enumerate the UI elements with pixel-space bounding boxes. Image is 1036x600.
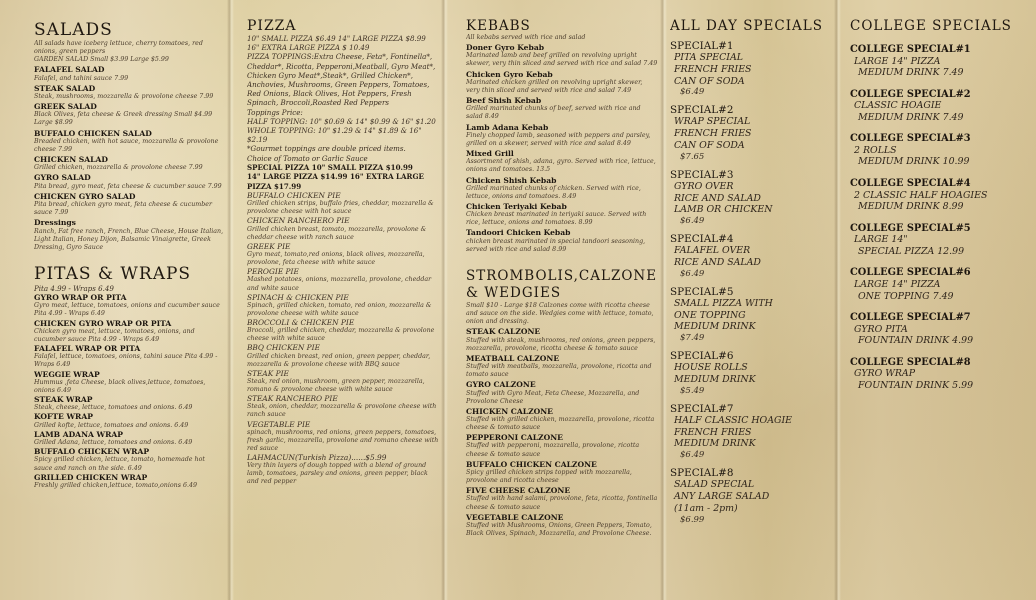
- special-line: FRENCH FRIES: [674, 63, 752, 75]
- menu-item-desc: Grilled marinated chunks of beef, served with rice and salad 8.49: [466, 105, 641, 121]
- kebabs-intro: All kebabs served with rice and salad: [466, 34, 586, 41]
- pie-name: BBQ CHICKEN PIE: [247, 343, 320, 353]
- college-special-title: COLLEGE SPECIAL#7: [850, 312, 971, 324]
- menu-item-name: STEAK SALAD: [34, 83, 96, 93]
- menu-item-desc: Spicy grilled chicken strips topped with mozzarella, provolone and ricotta cheese: [466, 468, 632, 485]
- special-title: SPECIAL#4: [670, 233, 734, 246]
- menu-item-name: GYRO WRAP OR PITA: [34, 293, 127, 303]
- college-heading: COLLEGE SPECIALS: [850, 18, 1012, 34]
- menu-item-desc: Pita bread, chicken gyro meat, feta cheese & cucumber sauce 7.99: [34, 201, 213, 217]
- menu-item-name: Tandoori Chicken Kebab: [466, 228, 571, 238]
- college-special-line: GYRO WRAP: [854, 368, 916, 380]
- kebabs-column: [466, 0, 658, 600]
- menu-item-desc: Stuffed with Mushrooms, Onions, Green Peppers, Tomato, Black Olives, Spinach, Mozzarella, and Provolone Cheese.: [466, 521, 652, 538]
- pie-name: GREEK PIE: [247, 241, 291, 251]
- college-special-line: LARGE 14": [854, 234, 908, 246]
- pie-name: PEROGIE PIE: [247, 267, 299, 277]
- pie-name: LAHMACUN(Turkish Pizza)......$5.99: [247, 453, 387, 463]
- menu-item-name: Lamb Adana Kebab: [466, 122, 549, 132]
- menu-item-desc: Chicken gyro meat, lettuce, tomatoes, onions, and cucumber sauce Pita 4.99 - Wraps 6.49: [34, 327, 195, 343]
- pie-name: BROCCOLI & CHICKEN PIE: [247, 318, 355, 328]
- menu-item-desc: Stuffed with Gyro Meat, Feta Cheese, Mozzarella, and Provolone Cheese: [466, 389, 640, 405]
- special-title: SPECIAL#1: [670, 40, 734, 52]
- pie-desc: Broccoli, grilled chicken, cheddar, mozzarella & provolone cheese with white sauce: [247, 327, 435, 343]
- college-special-line: ONE TOPPING 7.49: [858, 290, 954, 302]
- menu-item-desc: Stuffed with pepperoni, mozzarella, provolone, ricotta cheese & tomato sauce: [466, 442, 640, 458]
- strombolis-heading: STROMBOLIS,CALZONE & WEDGIES: [466, 267, 658, 301]
- special-title: SPECIAL#6: [670, 350, 734, 363]
- menu-item-desc: Grilled chicken, mozzarella & provolone cheese 7.99: [34, 164, 203, 172]
- college-special-title: COLLEGE SPECIAL#6: [850, 267, 971, 279]
- special-title: SPECIAL#5: [670, 285, 734, 298]
- salad-list: [34, 65, 224, 252]
- menu-item-desc: Steak, mushrooms, mozzarella & provolone cheese 7.99: [34, 92, 214, 100]
- college-special-line: SPECIAL PIZZA 12.99: [858, 245, 965, 257]
- menu-item-desc: Spicy grilled chicken, lettuce, tomato, homemade hot sauce and ranch on the side. 6.49: [34, 456, 205, 472]
- menu-item-desc: Breaded chicken, with hot sauce, mozzarella & provolone cheese 7.99: [34, 137, 219, 153]
- pizza-info-line: HALF TOPPING: 10" $0.69 & 14" $0.99 & 16" $1.20: [247, 116, 436, 126]
- special-price: $5.49: [680, 385, 705, 396]
- pie-name: SPINACH & CHICKEN PIE: [247, 292, 349, 302]
- menu-item-desc: Marinated chicken grilled on revolving upright skewer, very thin sliced and served with rice and salad 7.49: [466, 78, 643, 94]
- menu-item-desc: Stuffed with grilled chicken, mozzarella, provolone, ricotta cheese & tomato sauce: [466, 416, 655, 432]
- pie-name: CHICKEN RANCHERO PIE: [247, 216, 350, 226]
- salads-pitas-column: [34, 0, 224, 600]
- menu-item-name: GREEK SALAD: [34, 102, 97, 112]
- college-special-title: COLLEGE SPECIAL#8: [850, 356, 971, 368]
- stromboli-list: [466, 327, 658, 538]
- pie-desc: Gyro meat, tomato,red onions, black olives, mozzarella, provolone, feta cheese with white sauce: [247, 251, 425, 267]
- pizza-info-line: 16" EXTRA LARGE PIZZA $ 10.49: [247, 43, 370, 53]
- menu-item-desc: Stuffed with steak, mushrooms, red onions, green peppers, mozzarella, provolone, ricotta cheese & tomato sauce: [466, 336, 656, 352]
- menu-item-name: Dressings: [34, 218, 76, 228]
- menu-item-desc: Grilled Adana, lettuce, tomatoes and onions. 6.49: [34, 439, 193, 447]
- menu-item-name: Mixed Grill: [466, 149, 514, 159]
- menu-item-desc: Steak, cheese, lettuce, tomatoes and onions. 6.49: [34, 404, 193, 412]
- pie-desc: Very thin layers of dough topped with a blend of ground lamb, tomatoes, parsley and onions, green pepper, black and red pepper: [247, 462, 428, 486]
- pitas-prices: Pita 4.99 - Wraps 6.49: [34, 283, 114, 293]
- pie-desc: Spinach, grilled chicken, tomato, red onion, mozzarella & provolone cheese with white sauce: [247, 301, 432, 317]
- special-pizza-large: 14" LARGE PIZZA $14.99 16" EXTRA LARGE PIZZA $17.99: [247, 172, 424, 191]
- college-special-line: MEDIUM DRINK 8.99: [858, 201, 964, 213]
- menu-item-name: GRILLED CHICKEN WRAP: [34, 472, 148, 482]
- special-line: ANY LARGE SALAD: [674, 490, 770, 502]
- special-price: $6.49: [680, 216, 705, 227]
- menu-item-desc: Freshly grilled chicken,lettuce, tomato,onions 6.49: [34, 481, 197, 489]
- college-special-line: FOUNTAIN DRINK 5.99: [858, 379, 974, 391]
- menu-item-name: STEAK WRAP: [34, 395, 93, 405]
- menu-item-name: GYRO CALZONE: [466, 380, 536, 390]
- special-line: MEDIUM DRINK: [674, 373, 756, 385]
- menu-item-name: GYRO SALAD: [34, 173, 91, 183]
- menu-item-name: CHICKEN GYRO SALAD: [34, 191, 136, 201]
- special-price: $6.49: [680, 268, 705, 279]
- salads-intro: All salads have iceberg lettuce, cherry tomatoes, red onions, green peppers: [34, 40, 203, 56]
- menu-item-desc: Gyro meat, lettuce, tomatoes, onions and cucumber sauce Pita 4.99 - Wraps 6.49: [34, 302, 220, 318]
- page-fold: [834, 0, 841, 600]
- special-line: HOUSE ROLLS: [674, 362, 748, 374]
- special-title: SPECIAL#3: [670, 168, 734, 181]
- page-fold: [227, 0, 234, 600]
- menu-item-name: Chicken Shish Kebab: [466, 175, 557, 185]
- college-special-line: FOUNTAIN DRINK 4.99: [858, 335, 974, 347]
- all-day-specials-column: [670, 0, 832, 600]
- menu-item-desc: Stuffed with hand salami, provolone, feta, ricotta, fontinella cheese & tomato sauce: [466, 495, 658, 511]
- college-special-line: LARGE 14" PIZZA: [854, 55, 941, 67]
- pizza-info-line: *Gourmet toppings are double priced items.: [247, 144, 406, 154]
- pizza-info: [247, 34, 439, 163]
- special-line: WRAP SPECIAL: [674, 116, 751, 128]
- special-price: $6.99: [680, 514, 705, 525]
- menu-item-name: FALAFEL SALAD: [34, 65, 105, 75]
- special-line: ONE TOPPING: [674, 309, 746, 321]
- special-line: FALAFEL OVER: [674, 245, 751, 257]
- menu-item-desc: Ranch, Fat free ranch, French, Blue Cheese, House Italian, Light Italian, Honey Dijon, Balsamic Vinaigrette, Greek Dressing, Gyro Sauce: [34, 227, 224, 251]
- menu-item-name: STEAK CALZONE: [466, 327, 541, 337]
- menu-item-desc: Stuffed with meatballs, mozzarella, provolone, ricotta and tomato sauce: [466, 363, 652, 379]
- menu-item-name: FALAFEL WRAP OR PITA: [34, 344, 141, 354]
- kebabs-heading: KEBABS: [466, 18, 531, 34]
- page-fold: [441, 0, 448, 600]
- college-special-title: COLLEGE SPECIAL#4: [850, 178, 971, 190]
- special-pizza-small: SPECIAL PIZZA 10" SMALL PIZZA $10.99: [247, 162, 413, 172]
- pie-name: VEGETABLE PIE: [247, 419, 311, 429]
- menu-item-name: Beef Shish Kebab: [466, 96, 542, 106]
- menu-item-name: CHICKEN SALAD: [34, 155, 108, 165]
- pizza-info-line: WHOLE TOPPING: 10" $1.29 & 14" $1.89 & 16" $2.19: [247, 126, 422, 145]
- special-price: $6.49: [680, 450, 705, 461]
- menu-item-name: KOFTE WRAP: [34, 412, 93, 422]
- menu-item-name: Chicken Gyro Kebab: [466, 69, 553, 79]
- kebab-list: [466, 43, 658, 254]
- menu-item-desc: Falafel, lettuce, tomatoes, onions, tahini sauce Pita 4.99 - Wraps 6.49: [34, 353, 218, 369]
- special-line: GYRO OVER: [674, 180, 734, 192]
- special-line: CAN OF SODA: [674, 75, 745, 87]
- pizza-info-line: PIZZA TOPPINGS:Extra Cheese, Feta*, Fontinella*, Cheddar*, Ricotta, Pepperoni,Meatball, Gyro Meat*, Chicken Gyro Meat*,Steak*, Grilled Chicken*, Anchovies, Mushrooms, Green Peppers, Tomatoes, Red Onions, Black Olives, Hot Peppers, Fresh Spinach, Broccoli,Roasted Red Peppers: [247, 52, 436, 108]
- menu-item-name: LAMB ADANA WRAP: [34, 429, 123, 439]
- pizza-info-line: 10" SMALL PIZZA $6.49 14" LARGE PIZZA $8.99: [247, 34, 426, 43]
- menu-item-name: MEATBALL CALZONE: [466, 353, 560, 363]
- menu-item-desc: Finely chopped lamb, seasoned with peppers and parsley, grilled on a skewer, served with rice and salad 8.49: [466, 131, 651, 147]
- college-special-line: MEDIUM DRINK 7.49: [858, 67, 964, 79]
- college-special-title: COLLEGE SPECIAL#5: [850, 222, 971, 234]
- special-line: RICE AND SALAD: [674, 256, 761, 268]
- menu-item-desc: Grilled kofte, lettuce, tomatoes and onions. 6.49: [34, 421, 189, 429]
- menu-item-name: WEGGIE WRAP: [34, 369, 100, 379]
- menu-item-desc: Marinated lamb and beef grilled on revolving upright skewer, very thin sliced and served with rice and salad 7.49: [466, 52, 658, 68]
- special-price: $7.49: [680, 333, 705, 344]
- menu-item-desc: Hummus ,feta Cheese, black olives,lettuce, tomatoes, onions 6.49: [34, 378, 206, 394]
- college-special-line: CLASSIC HOAGIE: [854, 100, 942, 112]
- page-fold: [660, 0, 667, 600]
- special-line: FRENCH FRIES: [674, 426, 752, 438]
- menu-item-name: CHICKEN CALZONE: [466, 406, 553, 416]
- special-title: SPECIAL#2: [670, 104, 734, 117]
- special-line: HALF CLASSIC HOAGIE: [674, 414, 793, 426]
- college-special-title: COLLEGE SPECIAL#3: [850, 133, 971, 145]
- pie-desc: Grilled chicken breast, red onion, green pepper, cheddar, mozzarella & provolone cheese with BBQ sauce: [247, 352, 431, 368]
- college-special-line: MEDIUM DRINK 7.49: [858, 111, 964, 123]
- college-special-title: COLLEGE SPECIAL#2: [850, 88, 971, 100]
- menu-item-name: CHICKEN GYRO WRAP OR PITA: [34, 318, 172, 328]
- special-price: $6.49: [680, 87, 705, 98]
- menu-item-desc: chicken breast marinated in special tandoori seasoning, served with rice and salad 8.99: [466, 237, 646, 253]
- menu-item-name: Doner Gyro Kebab: [466, 43, 545, 53]
- special-line: SALAD SPECIAL: [674, 479, 755, 491]
- pie-desc: spinach, mushrooms, red onions, green peppers, tomatoes, fresh garlic, mozzarella, provolone and romano cheese with red sauce: [247, 428, 439, 452]
- pizza-info-line: Choice of Tomato or Garlic Sauce: [247, 153, 368, 163]
- menu-item-desc: Assortment of shish, adana, gyro. Served with rice, lettuce, onions and tomatoes. 13.5: [466, 158, 656, 174]
- special-line: MEDIUM DRINK: [674, 438, 756, 450]
- menu-item-desc: Falafel, and tahini sauce 7.99: [34, 74, 129, 82]
- menu-item-name: BUFFALO CHICKEN SALAD: [34, 128, 152, 138]
- pizza-heading: PIZZA: [247, 18, 297, 34]
- pie-list: [247, 191, 439, 486]
- pitas-heading: PITAS & WRAPS: [34, 263, 192, 284]
- special-line: FRENCH FRIES: [674, 128, 752, 140]
- pizza-column: [247, 0, 439, 600]
- college-special-line: 2 ROLLS: [854, 144, 897, 156]
- college-special-line: MEDIUM DRINK 10.99: [858, 156, 970, 168]
- pita-list: [34, 293, 224, 490]
- menu-item-desc: Pita bread, gyro meat, feta cheese & cucumber sauce 7.99: [34, 182, 222, 190]
- special-line: LAMB OR CHICKEN: [674, 204, 773, 216]
- menu-item-name: PEPPERONI CALZONE: [466, 433, 563, 443]
- pie-name: STEAK RANCHERO PIE: [247, 394, 338, 404]
- pie-desc: Grilled chicken breast, tomato, mozzarella, provolone & cheddar cheese with ranch sauce: [247, 225, 427, 241]
- special-line: MEDIUM DRINK: [674, 321, 756, 333]
- college-specials-column: [850, 0, 1030, 600]
- special-line: (11am - 2pm): [674, 502, 738, 514]
- pizza-info-line: Toppings Price:: [247, 107, 303, 117]
- special-line: PITA SPECIAL: [674, 52, 743, 63]
- menu-item-name: FIVE CHEESE CALZONE: [466, 486, 571, 496]
- menu-item-desc: Chicken breast marinated in teriyaki sauce. Served with rice, lettuce, onions and tomatoes. 8.99: [466, 211, 647, 227]
- special-title: SPECIAL#8: [670, 467, 734, 480]
- special-line: SMALL PIZZA WITH: [674, 297, 773, 309]
- pie-name: STEAK PIE: [247, 368, 289, 378]
- pie-desc: Steak, onion, cheddar, mozzarella & provolone cheese with ranch sauce: [247, 403, 437, 419]
- special-price: $7.65: [680, 151, 705, 162]
- menu-item-name: BUFFALO CHICKEN CALZONE: [466, 459, 597, 469]
- college-special-title: COLLEGE SPECIAL#1: [850, 44, 971, 55]
- college-special-line: 2 CLASSIC HALF HOAGIES: [854, 189, 988, 201]
- college-special-line: GYRO PITA: [854, 323, 908, 335]
- pie-desc: Mashed potatoes, onions, mozzarella, provolone, cheddar and white sauce: [247, 276, 432, 292]
- strombolis-intro: Small $10 - Large $18 Calzones come with ricotta cheese and sauce on the side. Wedgies come with lettuce, tomato, onion and dressing.: [466, 301, 654, 326]
- pie-desc: Steak, red onion, mushroom, green pepper, mozzarella, romano & provolone cheese with white sauce: [247, 378, 425, 394]
- menu-item-name: BUFFALO CHICKEN WRAP: [34, 447, 150, 457]
- salads-heading: SALADS: [34, 20, 113, 40]
- all-day-heading: ALL DAY SPECIALS: [670, 18, 824, 34]
- college-list: [850, 44, 1030, 392]
- menu-item-name: VEGETABLE CALZONE: [466, 512, 564, 522]
- garden-salad: GARDEN SALAD Small $3.99 Large $5.99: [34, 56, 169, 64]
- special-line: RICE AND SALAD: [674, 192, 761, 204]
- pie-name: BUFFALO CHICKEN PIE: [247, 191, 341, 201]
- pie-desc: Grilled chicken strips, buffalo fries, cheddar, mozzarella & provolone cheese with hot sauce: [247, 200, 434, 216]
- menu-item-desc: Black Olives, feta cheese & Greek dressing Small $4.99 Large $8.99: [34, 111, 213, 127]
- special-line: CAN OF SODA: [674, 139, 745, 151]
- all-day-list: [670, 40, 832, 526]
- menu-item-name: Chicken Teriyaki Kebab: [466, 202, 567, 211]
- college-special-line: LARGE 14" PIZZA: [854, 278, 941, 290]
- special-title: SPECIAL#7: [670, 402, 734, 415]
- menu-item-desc: Grilled marinated chunks of chicken. Served with rice, lettuce, onions and tomatoes. 8.49: [466, 184, 641, 200]
